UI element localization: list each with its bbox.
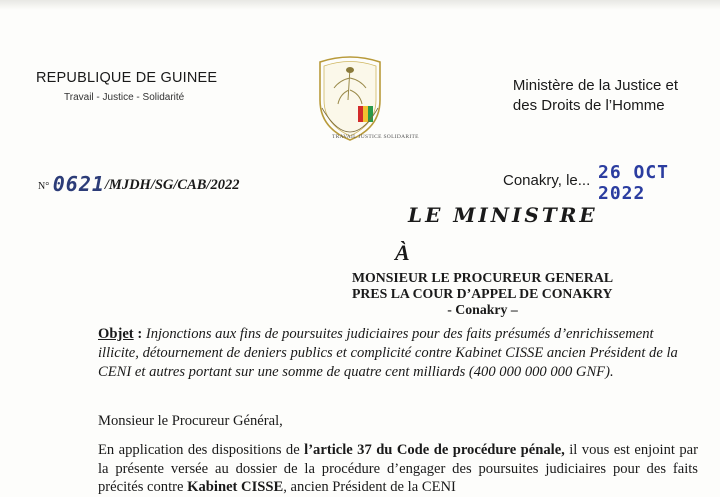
- date-dots: ...: [577, 172, 591, 189]
- subject-label: Objet: [98, 326, 134, 342]
- ministry-line-1: Ministère de la Justice et: [512, 77, 678, 94]
- body-bold-article: l’article 37 du Code de procédure pénale,: [304, 442, 565, 458]
- body-text-1: En application des dispositions de: [98, 442, 305, 458]
- subject-paragraph: [98, 325, 698, 382]
- page-edge-shadow: [0, 0, 720, 10]
- national-motto: Travail - Justice - Solidarité: [64, 92, 185, 103]
- recipient-line-3: - Conakry –: [447, 302, 518, 317]
- recipient-block: [352, 270, 613, 318]
- ref-handwritten-number: 0621: [52, 172, 105, 196]
- ministry-block: [513, 76, 678, 116]
- recipient-line-1: MONSIEUR LE PROCUREUR GENERAL: [352, 270, 614, 285]
- ministry-line-2: des Droits de l’Homme: [512, 97, 665, 114]
- place-label: Conakry, le: [503, 172, 578, 189]
- coat-of-arms-emblem: [310, 48, 390, 148]
- body-paragraph: [98, 441, 698, 497]
- date-stamp: 26 OCT 2022: [598, 162, 670, 204]
- place-date: [503, 172, 590, 189]
- ref-prefix: N°: [38, 181, 50, 192]
- subject-colon: :: [133, 326, 146, 342]
- sender-title: LE MINISTRE: [408, 203, 598, 227]
- body-text-2: il vous est enjoint par la présente versée au dossier de la procédure d’engager des poursuites judiciaires pour des faits précités contre: [98, 442, 698, 495]
- recipient-line-2: PRES LA COUR D’APPEL DE CONAKRY: [352, 286, 613, 301]
- republic-name: REPUBLIQUE DE GUINEE: [36, 70, 218, 86]
- salutation: Monsieur le Procureur Général,: [98, 413, 283, 429]
- emblem-motto: TRAVAIL JUSTICE SOLIDARITE: [332, 134, 419, 140]
- reference-number: [38, 172, 239, 196]
- body-text-3: , ancien Président de la CENI: [283, 479, 456, 495]
- addressee-a: À: [395, 240, 410, 265]
- body-bold-name: Kabinet CISSE: [187, 479, 284, 495]
- subject-text: Injonctions aux fins de poursuites judiciaires pour des faits présumés d’enrichissement illicite, détournement de deniers publics et complicité contre Kabinet CISSE ancien Président de la CENI et autres portant sur une somme de quatre cent milliards (400 000 000 000 GNF).: [98, 326, 678, 380]
- ref-code: /MJDH/SG/CAB/2022: [104, 177, 240, 193]
